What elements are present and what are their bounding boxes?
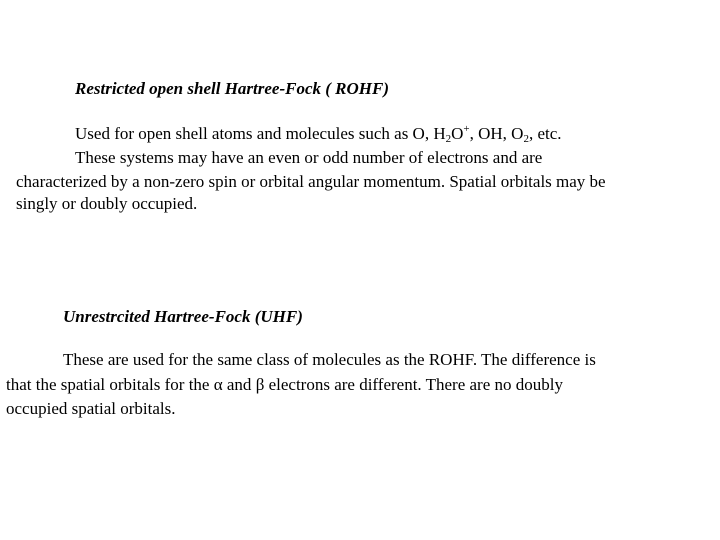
h2o-charge-superscript: + [463,123,470,135]
uhf-line-2 [6,374,563,396]
rohf-line-1-text-a: Used for open shell atoms and molecules such as O, H [75,124,446,143]
uhf-line-2-text-b: and [222,375,256,394]
rohf-line-2: These systems may have an even or odd number of electrons and are [75,148,543,167]
h2o-subscript: 2 [445,133,452,145]
rohf-line-1-text-c: , OH, O [469,124,524,143]
o2-subscript: 2 [523,133,529,145]
rohf-line-1 [75,123,562,145]
uhf-line-2-text-a: that the spatial orbitals for the [6,375,214,394]
uhf-line-3: occupied spatial orbitals. [6,399,176,418]
rohf-line-1-text-b: O [451,124,464,143]
alpha-symbol: α [213,375,223,394]
rohf-line-4: singly or doubly occupied. [16,194,198,213]
uhf-line-2-text-c: electrons are different. There are no doubly [264,375,563,394]
uhf-heading: Unrestrcited Hartree-Fock (UHF) [63,307,303,326]
rohf-line-3: characterized by a non-zero spin or orbital angular momentum. Spatial orbitals may be [16,172,606,191]
rohf-line-1-text-d: , etc. [528,124,562,143]
beta-symbol: β [255,375,265,394]
rohf-heading: Restricted open shell Hartree-Fock ( ROHF) [75,79,390,98]
uhf-line-1: These are used for the same class of molecules as the ROHF. The difference is [63,350,596,369]
